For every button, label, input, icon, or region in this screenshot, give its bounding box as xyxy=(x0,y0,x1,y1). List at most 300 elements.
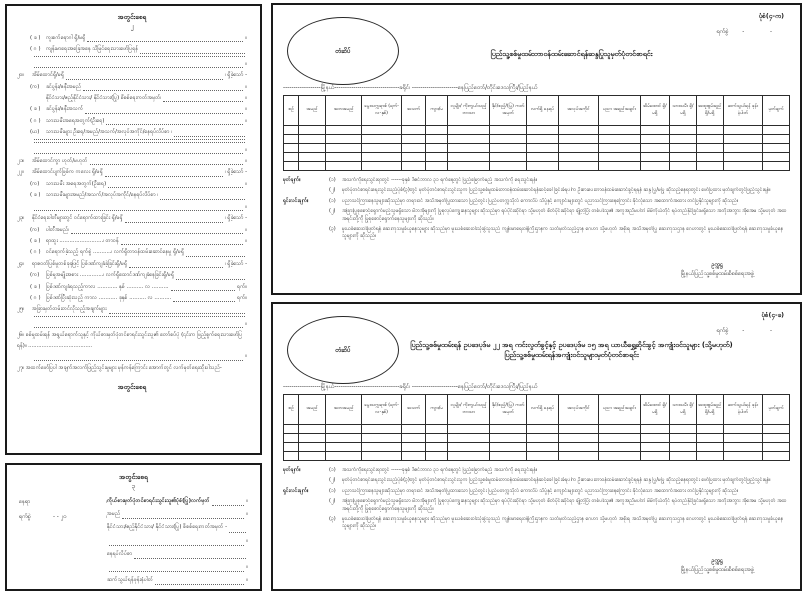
explain-text: ပညာသင်ကြားနေသူများဆိုသည်မှာ တရားဝင် အသိအမှတ်ပြုထားသော ပြည်တွင်း ပြည်ပတက္ကသိုလ် ကောလိပ် သိပ္ပံနှင့် ကျောင်းများတွင် ပညာသင်ကြားနေကြောင်း ခိုင်လုံသော အထောက်အထား တင်ပြနိုင်သူများကို ဆိုသည်။ xyxy=(342,487,739,494)
table-cell-empty xyxy=(763,443,790,452)
table-cell-empty xyxy=(362,135,401,144)
dotted-fill-line xyxy=(134,558,246,559)
table-cell-empty xyxy=(448,452,489,461)
item-end: ။ xyxy=(245,180,247,187)
form-line xyxy=(17,330,247,351)
item-label: ပြစ်မှုအမျိုးအစား ..............၊ လက်ရှိထောင်ဒဏ်ကျခံနေခြင်းရှိ/မရှိ xyxy=(46,272,174,279)
page3-place-date xyxy=(19,495,107,587)
note-text: အသက်ကိုရေးသွင်းရာတွင် ------ခုနှစ် ဒီဇင်ဘာလ ၃၁ ရက်နေ့တွင် ပြည့်မြောက်မည့် အသက်ကို ရေးသွင်းရန်။ xyxy=(342,177,538,183)
signature-line xyxy=(107,535,248,548)
dotted-fill-line xyxy=(129,267,223,268)
table-cell-empty xyxy=(448,126,489,135)
table-header-cell: စဉ် xyxy=(284,395,299,425)
table-header-cell: မှတ်ချက် xyxy=(763,96,790,126)
form-line xyxy=(17,259,247,270)
dotted-fill-line xyxy=(109,545,244,546)
form-4kha-page xyxy=(271,302,802,591)
item-label: အခြားမှတ်တမ်းတင်လိုသည့်အချက်များ xyxy=(32,306,107,313)
table-cell-empty xyxy=(763,153,790,162)
township-district-line: ------------------မြို့နယ်-------------------------------ခရိုင်၊ ----------------------နေပြည်တော်/တိုင်းဒေသကြီး/ပြည်နယ် xyxy=(283,85,538,91)
table-cell-empty xyxy=(325,452,361,461)
table-cell-empty xyxy=(558,452,598,461)
page2-number: ၂ xyxy=(130,22,134,30)
dotted-fill-line xyxy=(163,101,243,102)
table-header-cell: အထူးစွမ်းရည် ရှိ/မရှိ xyxy=(696,395,723,425)
table-cell-empty xyxy=(599,162,640,171)
dotted-fill-line xyxy=(212,505,245,506)
signature-line xyxy=(107,548,248,561)
item-label: ဝင်ရောက်ခဲ့သည့် ရက်စွဲ ...........၊ လက်ရှိတာဝန်ထမ်းဆောင်နေမှု ရှိ/မရှိ xyxy=(46,249,184,256)
table-header-cell: ကျား/မ xyxy=(426,395,448,425)
item-end: ၊ ရှိခဲ့သော် - xyxy=(224,72,247,79)
signature-line xyxy=(107,561,248,574)
line-end: ။ xyxy=(246,537,248,544)
table-cell-empty xyxy=(325,144,361,153)
dotted-fill-line xyxy=(34,56,245,57)
table-header-cell: ဆက်သွယ်ရန် ဖုန်းနံပါတ် xyxy=(723,395,762,425)
table-cell-empty xyxy=(640,153,669,162)
dotted-fill-line xyxy=(155,584,244,585)
item-number: (က) xyxy=(30,180,40,187)
item-label: ပြစ်ဒဏ်ပြီးဆုံးသည့် ကာလ ........... ခုနှစ် .......... လ .......... xyxy=(46,294,172,301)
table-cell-empty xyxy=(325,162,361,171)
line-end: ။ xyxy=(246,577,248,584)
page3-number: ၃ xyxy=(131,482,136,490)
item-end: ။ xyxy=(245,353,247,360)
explain-number: (၃) xyxy=(329,516,336,523)
dotted-fill-line xyxy=(34,139,245,140)
table-header-cell: စဉ် xyxy=(284,96,299,126)
table-cell-empty xyxy=(696,144,723,153)
form-line xyxy=(17,59,247,70)
table-cell-empty xyxy=(362,144,401,153)
table-cell-empty xyxy=(362,425,401,434)
row-separator: ၊ xyxy=(106,499,107,505)
table-cell-empty xyxy=(401,162,425,171)
table-cell-empty xyxy=(489,126,526,135)
item-label: ၂၇။ အထက်ဖော်ပြပါ အချက်အလက်ဖြည့်သွင်းမှုများ မှန်ကန်ကြောင်း အောက်တွင် လက်မှတ်ရေးထိုးပါသည်- xyxy=(17,364,222,371)
dotted-fill-line xyxy=(174,136,245,137)
form-line xyxy=(17,93,247,104)
form-title xyxy=(393,340,750,360)
explain-label: ရှင်းလင်းချက်။ xyxy=(283,487,309,494)
table-cell-empty xyxy=(325,126,361,135)
seal-oval: တံဆိပ် xyxy=(287,17,399,85)
table-cell-empty xyxy=(448,153,489,162)
table-cell-empty xyxy=(299,126,326,135)
item-label: ကျန်းမာရေးအခြေအနေ သိမြင်ရေးသားဖော်ပြရန် xyxy=(46,46,139,53)
dotted-fill-line xyxy=(90,164,244,165)
table-cell-empty xyxy=(669,434,696,443)
notes-row-2 xyxy=(283,477,790,484)
item-number: ၂၄။ xyxy=(17,260,25,267)
explain-number: (၃) xyxy=(329,226,336,233)
table-cell-empty xyxy=(558,144,598,153)
table-header-cell: လူမျိုး/ ကိုးကွယ်သည့် ဘာသာ xyxy=(448,395,489,425)
table-cell-empty xyxy=(426,452,448,461)
table-cell-empty xyxy=(489,153,526,162)
item-end: ရက်။ xyxy=(237,283,247,290)
page2-footer-classification: အတွင်းစေရ xyxy=(117,383,147,392)
table-cell-empty xyxy=(669,144,696,153)
form-page-2 xyxy=(5,4,262,455)
signature-title: ဥက္ကဋ္ဌ xyxy=(711,558,724,564)
date-line xyxy=(717,27,784,36)
table-header-cell: အသက် xyxy=(401,395,425,425)
form-line xyxy=(17,127,247,138)
explain-row-3 xyxy=(283,516,790,531)
item-label: နိုင်ငံသား/ဧည့်နိုင်ငံသား/ နိုင်ငံသား(ပြု) စိစစ်ရေးကတ်အမှတ်၊ xyxy=(46,95,162,102)
table-header-cell: မွေးသက္ကရာဇ် (ရက်-လ-နှစ်) xyxy=(362,96,401,126)
explain-text: ပညာသင်ကြားနေသူများဆိုသည်မှာ တရားဝင် အသိအမှတ်ပြုထားသော ပြည်တွင်း ပြည်ပတက္ကသိုလ် ကောလိပ် သိပ္ပံနှင့် ကျောင်းများတွင် ပညာသင်ကြားနေကြောင်း ခိုင်လုံသော အထောက်အထား တင်ပြနိုင်သူများကို ဆိုသည်။ xyxy=(342,197,739,204)
table-header-cell: အလုပ်အကိုင် xyxy=(558,395,598,425)
notes-label: မှတ်ချက်။ xyxy=(283,177,301,183)
table-cell-empty xyxy=(401,126,425,135)
table-cell-empty xyxy=(640,425,669,434)
explain-number: (၁) xyxy=(329,197,336,204)
table-cell-empty xyxy=(599,443,640,452)
table-cell-empty xyxy=(362,162,401,171)
signature-title: ဥက္ကဋ္ဌ xyxy=(711,262,724,268)
registration-table xyxy=(283,95,790,171)
dotted-fill-line xyxy=(34,316,245,317)
table-header-cell: အလုပ်အကိုင် xyxy=(558,96,598,126)
item-number: ( ဂ ) xyxy=(30,294,41,301)
table-cell-empty xyxy=(763,126,790,135)
table-cell-empty xyxy=(696,443,723,452)
form-line xyxy=(17,236,247,247)
dotted-fill-line xyxy=(109,571,244,572)
item-end: ။ xyxy=(245,117,247,124)
table-cell-empty xyxy=(448,425,489,434)
table-header-cell: ဆက်သွယ်ရန် ဖုန်းနံပါတ် xyxy=(723,96,762,126)
table-cell-empty xyxy=(723,452,762,461)
dotted-fill-line xyxy=(171,290,236,291)
table-cell-empty xyxy=(640,452,669,461)
table-cell-empty xyxy=(696,425,723,434)
table-cell-empty xyxy=(527,425,558,434)
table-cell-empty xyxy=(299,144,326,153)
dotted-fill-line xyxy=(66,79,223,80)
table-cell-empty xyxy=(362,153,401,162)
table-cell-empty xyxy=(284,443,299,452)
table-cell-empty xyxy=(527,443,558,452)
form-line xyxy=(17,363,247,374)
table-cell-empty xyxy=(401,434,425,443)
explain-row-2 xyxy=(283,208,790,223)
dotted-fill-line xyxy=(109,313,245,314)
table-cell-empty xyxy=(325,434,361,443)
table-cell-empty xyxy=(426,135,448,144)
form-line xyxy=(17,82,247,93)
row-separator: ၊ xyxy=(106,514,107,520)
dotted-fill-line xyxy=(106,124,243,125)
item-end: ။ xyxy=(245,95,247,102)
table-cell-empty xyxy=(527,135,558,144)
item-end: ။ xyxy=(245,106,247,113)
form-line xyxy=(17,282,247,293)
item-label: နိုင်ငံရေးပါတီများတွင် ဝင်ရောက်ထားခြင်း ရှိ/မရှိ xyxy=(32,215,123,222)
signature-line xyxy=(107,508,248,521)
table-cell-empty xyxy=(489,144,526,153)
page2-classification: အတွင်းစေရ xyxy=(117,13,147,21)
item-end: ။ xyxy=(245,320,247,327)
item-label: သားသမီးအရေအတွက်(ဦးရေ) xyxy=(46,117,105,124)
table-header-cell: လူမျိုး/ ကိုးကွယ်သည့် ဘာသာ xyxy=(448,96,489,126)
table-cell-empty xyxy=(640,144,669,153)
table-header-cell: အထူးစွမ်းရည် ရှိ/မရှိ xyxy=(696,96,723,126)
item-number: ၂၂။ xyxy=(17,169,24,176)
table-header-row xyxy=(284,395,790,425)
table-cell-empty xyxy=(558,126,598,135)
table-cell-empty xyxy=(325,135,361,144)
table-cell-empty xyxy=(599,425,640,434)
row-label: ရက်စွဲ xyxy=(19,514,31,520)
table-cell-empty xyxy=(696,126,723,135)
table-cell-empty xyxy=(527,434,558,443)
item-label: သားသမီး အရေအတွက်(ဦးရေ) xyxy=(46,180,107,187)
form-line xyxy=(17,213,247,224)
form-line xyxy=(17,145,247,156)
form-line xyxy=(17,190,247,201)
table-cell-empty xyxy=(558,135,598,144)
table-cell-empty xyxy=(325,443,361,452)
table-cell-empty xyxy=(558,443,598,452)
notes-label: မှတ်ချက်။ xyxy=(283,467,301,473)
table-cell-empty xyxy=(763,162,790,171)
page3-signature-block xyxy=(107,495,248,587)
explain-text: မူးယစ်ဆေးဝါးဖြတ်ရန် ဆေးကုသမှုခံယူနေသူများ ဆိုသည်မှာ မူးယစ်ဆေးဝါးသုံးစွဲသူသည် ကျန်းမာရေးဝန်ကြီးဌာနက သတ်မှတ်သည့်ဌာန ဂေဟာ သို့မဟုတ် အစိုးရ အသိအမှတ်ပြု ဆေးကုသဌာန ဂေဟာတွင် မူးယစ်ဆေးဝါးဖြတ်ရန် ဆေးကုသမှုခံယူနေသူများကို ဆိုသည်။ xyxy=(342,516,784,530)
table-row xyxy=(284,135,790,144)
table-header-cell: ပညာ အရည်အချင်း xyxy=(599,395,640,425)
table-header-cell: အိမ်ထောင် ရှိ/မရှိ xyxy=(640,395,669,425)
table-cell-empty xyxy=(599,452,640,461)
note-number: (၂) xyxy=(329,477,336,484)
line-end: ။ xyxy=(246,564,248,571)
date-label: ရက်စွဲ xyxy=(716,328,729,334)
form-title-line1: ပြည်သူ့စစ်မှုထမ်းရန် ဥပဒေပုဒ်မ ၂၂ အရ ကင်းလွတ်ခွင့်နှင့် ဥပဒေပုဒ်မ ၁၅ အရ ယာယီရွှေ့ဆိုင်းခွင့် အကျုံးဝင်သူများ (သို့မဟုတ်) xyxy=(410,341,733,349)
table-cell-empty xyxy=(299,443,326,452)
table-header-cell: အဘအမည် xyxy=(325,395,361,425)
table-body xyxy=(284,126,790,171)
table-header-cell: အသက် xyxy=(401,96,425,126)
table-cell-empty xyxy=(527,153,558,162)
item-number: (က) xyxy=(30,226,40,233)
table-header-cell: အိမ်ထောင် ရှိ/မရှိ xyxy=(640,96,669,126)
table-cell-empty xyxy=(426,126,448,135)
date-month-blank: - xyxy=(769,328,773,334)
table-cell-empty xyxy=(299,434,326,443)
table-cell-empty xyxy=(299,135,326,144)
item-number: ( ဂ ) xyxy=(30,249,41,256)
form-line xyxy=(17,202,247,213)
form-title: ပြည်သူ့စစ်မှုထမ်းတာဝန်ထမ်းဆောင်ရန်ဆန္ဒပြုသူမှတ်ပုံတင်စာရင်း xyxy=(490,50,653,58)
table-cell-empty xyxy=(426,443,448,452)
table-cell-empty xyxy=(640,135,669,144)
table-cell-empty xyxy=(284,425,299,434)
dotted-fill-line xyxy=(34,142,245,143)
form-line xyxy=(17,293,247,304)
table-cell-empty xyxy=(426,162,448,171)
item-end: ။ xyxy=(245,158,247,165)
dotted-fill-line xyxy=(122,518,244,519)
table-cell-empty xyxy=(696,452,723,461)
table-cell-empty xyxy=(527,162,558,171)
table-cell-empty xyxy=(723,425,762,434)
explain-text: မူးယစ်ဆေးဝါးဖြတ်ရန် ဆေးကုသမှုခံယူနေသူများ ဆိုသည်မှာ မူးယစ်ဆေးဝါးသုံးစွဲသူသည် ကျန်းမာရေးဝန်ကြီးဌာနက သတ်မှတ်သည့်ဌာန ဂေဟာ သို့မဟုတ် အစိုးရ အသိအမှတ်ပြု ဆေးကုသဌာန ဂေဟာတွင် မူးယစ်ဆေးဝါးဖြတ်ရန် ဆေးကုသမှုခံယူနေသူများကို ဆိုသည်။ xyxy=(342,226,784,240)
form-line xyxy=(17,351,247,362)
item-end: ၊ ရှိခဲ့သော် - xyxy=(224,215,247,222)
date-line xyxy=(717,326,784,335)
dotted-fill-line xyxy=(108,187,243,188)
dotted-fill-line xyxy=(34,327,243,328)
form-line xyxy=(17,167,247,178)
table-cell-empty xyxy=(763,452,790,461)
table-cell-empty xyxy=(527,144,558,153)
dotted-fill-line xyxy=(105,176,223,177)
table-cell-empty xyxy=(723,443,762,452)
note-text: မှတ်ပုံတင်စာရင်းရေးသွင်းသည့်ပုံစံ(၃)တွင် မှတ်ပုံတင်စာရင်းသွင်းသူက ပြည်သူ့စစ်မှုထမ်းတာဝန်ထမ်းဆောင်ရန်ဆင့်ခေါ်ခြင်းခံရပါက ဦးစားပေးတာဝန်ထမ်းဆောင်ခွင့်ရရန် ဆန္ဒ ပြု/မပြု ဆိုသည့်နေရာတွင်း ဖော်ပြထား မှတ်ချက်တွင်ဖြည့်သွင်းရန်။ xyxy=(342,187,771,194)
table-header-cell: အမည် xyxy=(299,395,326,425)
item-number: (က) xyxy=(30,83,40,90)
dotted-fill-line xyxy=(34,360,243,361)
table-row xyxy=(284,443,790,452)
date-month-blank: - xyxy=(769,29,773,35)
item-number: ( ခ ) xyxy=(30,35,41,41)
item-end: ။ xyxy=(245,237,247,244)
table-cell-empty xyxy=(696,434,723,443)
item-number: (ဃ) xyxy=(30,129,40,136)
table-header-cell: မွေးသက္ကရာဇ် (ရက်-လ-နှစ်) xyxy=(362,395,401,425)
note-number: (၂) xyxy=(329,187,336,194)
dotted-fill-line xyxy=(125,222,223,223)
line-label: အမည် xyxy=(107,511,121,518)
table-cell-empty xyxy=(362,126,401,135)
table-row xyxy=(284,153,790,162)
explain-row-1 xyxy=(283,488,790,495)
table-cell-empty xyxy=(599,153,640,162)
item-number: ( ခ ) xyxy=(30,192,41,199)
table-cell-empty xyxy=(401,452,425,461)
table-cell-empty xyxy=(362,443,401,452)
form-line xyxy=(17,304,247,315)
table-cell-empty xyxy=(723,153,762,162)
item-label: ရာထူး ..........................၊ တာဝန် xyxy=(46,237,119,244)
table-cell-empty xyxy=(558,434,598,443)
explain-text: အခြားပြုစုစောင့်ရှောက်မည့်သူမရှိသော မိဘအိုများကို ပြုစုလုပ်ကျွေးနေသူများ ဆိုသည်မှာ ရုပ်ပိုင်းဆိုင်ရာ သို့မဟုတ် စိတ်ပိုင်းဆိုင်ရာ ချို့တဲ့ပြီး တစ်ပါးသူ၏ အကူအညီမပါဘဲ မိမိကိုယ်တိုင် ရပ်တည်နိုင်ခြင်းမရှိသော အဘိုးအဘွား အိုအေမ သို့မဟုတ် အထအရင်းတို့ကို ပြုစုစောင့်ရှောက်နေသူများကို ဆိုသည်။ xyxy=(342,208,787,222)
table-cell-empty xyxy=(723,126,762,135)
dotted-fill-line xyxy=(87,41,243,42)
explain-row-2 xyxy=(283,498,790,513)
form-line xyxy=(17,33,247,44)
table-header-row xyxy=(284,96,790,126)
table-cell-empty xyxy=(362,452,401,461)
table-row xyxy=(284,144,790,153)
table-cell-empty xyxy=(696,162,723,171)
table-cell-empty xyxy=(426,434,448,443)
date-day-blank: - xyxy=(742,29,745,35)
item-label: အိမ်ထောင်ပျက်ဖြစ်က ကလေး ရှိ/မရှိ xyxy=(32,169,103,176)
item-number: ၂၃။ xyxy=(17,215,25,222)
item-number: ၂၅။ xyxy=(17,306,25,313)
table-cell-empty xyxy=(284,153,299,162)
table-cell-empty xyxy=(763,425,790,434)
explain-text: အခြားပြုစုစောင့်ရှောက်မည့်သူမရှိသော မိဘအိုများကို ပြုစုလုပ်ကျွေးနေသူများ ဆိုသည်မှာ ရုပ်ပိုင်းဆိုင်ရာ သို့မဟုတ် စိတ်ပိုင်းဆိုင်ရာ ချို့တဲ့ပြီး တစ်ပါးသူ၏ အကူအညီမပါဘဲ မိမိကိုယ်တိုင် ရပ်တည်နိုင်ခြင်းမရှိသော အဘိုးအဘွား အိုအေမ သို့မဟုတ် အထအရင်းတို့ကို ပြုစုစောင့်ရှောက်နေသူများကို ဆိုသည်။ xyxy=(342,498,787,512)
table-header-cell: မှတ်ချက် xyxy=(763,395,790,425)
place-date-row xyxy=(19,495,107,510)
dotted-fill-line xyxy=(34,210,243,211)
place-date-row xyxy=(19,510,107,525)
date-day-blank: - xyxy=(742,328,745,334)
table-header-cell: အမည် xyxy=(299,96,326,126)
form-line xyxy=(17,104,247,115)
table-cell-empty xyxy=(284,162,299,171)
dotted-fill-line xyxy=(83,90,243,91)
item-end: ။ xyxy=(245,35,247,41)
table-cell-empty xyxy=(401,135,425,144)
form-line xyxy=(17,225,247,236)
table-cell-empty xyxy=(640,443,669,452)
note-text: မှတ်ပုံတင်စာရင်းရေးသွင်းသည့်ပုံစံ(၃)တွင် မှတ်ပုံတင်စာရင်းသွင်းသူက ပြည်သူ့စစ်မှုထမ်းတာဝန်ထမ်းဆောင်ရန်ဆင့်ခေါ်ခြင်းခံရပါက ဦးစားပေးတာဝန်ထမ်းဆောင်ခွင့်ရရန် ဆန္ဒ ပြု/မပြု ဆိုသည့်နေရာတွင်း ဖော်ပြထား မှတ်ချက်တွင်ဖြည့်သွင်းရန်။ xyxy=(342,477,771,484)
table-cell-empty xyxy=(284,144,299,153)
item-end: ။ xyxy=(245,203,247,210)
table-cell-empty xyxy=(489,452,526,461)
table-header-cell: နိုင်/ဧည့်/(ပြု) ကတ်အမှတ် xyxy=(489,395,526,425)
item-label: သားသမီးများ ဦးရေ/အမည်/အသက်/အလုပ်အကိုင်/နေရပ်လိပ်စာ ၊ xyxy=(46,129,172,136)
registration-table xyxy=(283,394,790,461)
table-header-cell: လက်ရှိ နေရပ် xyxy=(527,96,558,126)
item-end: ရက်။ xyxy=(237,294,247,301)
line-end: ။ xyxy=(246,511,248,518)
item-label: ပါတီအမည်၊ xyxy=(46,226,69,233)
table-header-cell: ကျား/မ xyxy=(426,96,448,126)
table-cell-empty xyxy=(489,135,526,144)
table-cell-empty xyxy=(558,425,598,434)
table-header-cell: လက်ရှိ နေရပ် xyxy=(527,395,558,425)
table-cell-empty xyxy=(669,153,696,162)
table-cell-empty xyxy=(325,153,361,162)
table-cell-empty xyxy=(489,434,526,443)
table-cell-empty xyxy=(284,126,299,135)
table-row xyxy=(284,434,790,443)
item-number: ( ဂ ) xyxy=(30,46,41,53)
item-number: ( ခ ) xyxy=(30,106,41,113)
table-cell-empty xyxy=(669,452,696,461)
table-cell-empty xyxy=(640,162,669,171)
table-cell-empty xyxy=(640,126,669,135)
row-value: - - ၂၀ xyxy=(53,514,67,520)
table-cell-empty xyxy=(362,434,401,443)
item-number: ( ခ ) xyxy=(30,237,41,244)
table-header-cell: သားသမီး ရှိ/မရှိ xyxy=(669,96,696,126)
notes-row-1 xyxy=(283,467,790,474)
note-number: (၁) xyxy=(329,467,336,473)
table-cell-empty xyxy=(599,126,640,135)
item-number: (က) xyxy=(30,272,40,279)
item-end: ။ xyxy=(245,146,247,153)
table-row xyxy=(284,126,790,135)
form-number: ပုံစံ(၄-ခ) xyxy=(761,312,784,319)
table-cell-empty xyxy=(284,434,299,443)
table-cell-empty xyxy=(284,135,299,144)
signature-block xyxy=(681,261,754,279)
table-cell-empty xyxy=(299,425,326,434)
table-cell-empty xyxy=(527,126,558,135)
table-body xyxy=(284,425,790,461)
note-text: အသက်ကိုရေးသွင်းရာတွင် ------ခုနှစ် ဒီဇင်ဘာလ ၃၁ ရက်နေ့တွင် ပြည့်မြောက်မည့် အသက်ကို ရေးသွင်းရန်။ xyxy=(342,467,538,473)
form-line xyxy=(17,270,247,281)
line-label: နိုင်ငံသား/ဧည့်နိုင်ငံသား/ နိုင်ငံသား(ပြု) စိစစ်ရေးကတ်အမှတ် - xyxy=(107,524,228,531)
